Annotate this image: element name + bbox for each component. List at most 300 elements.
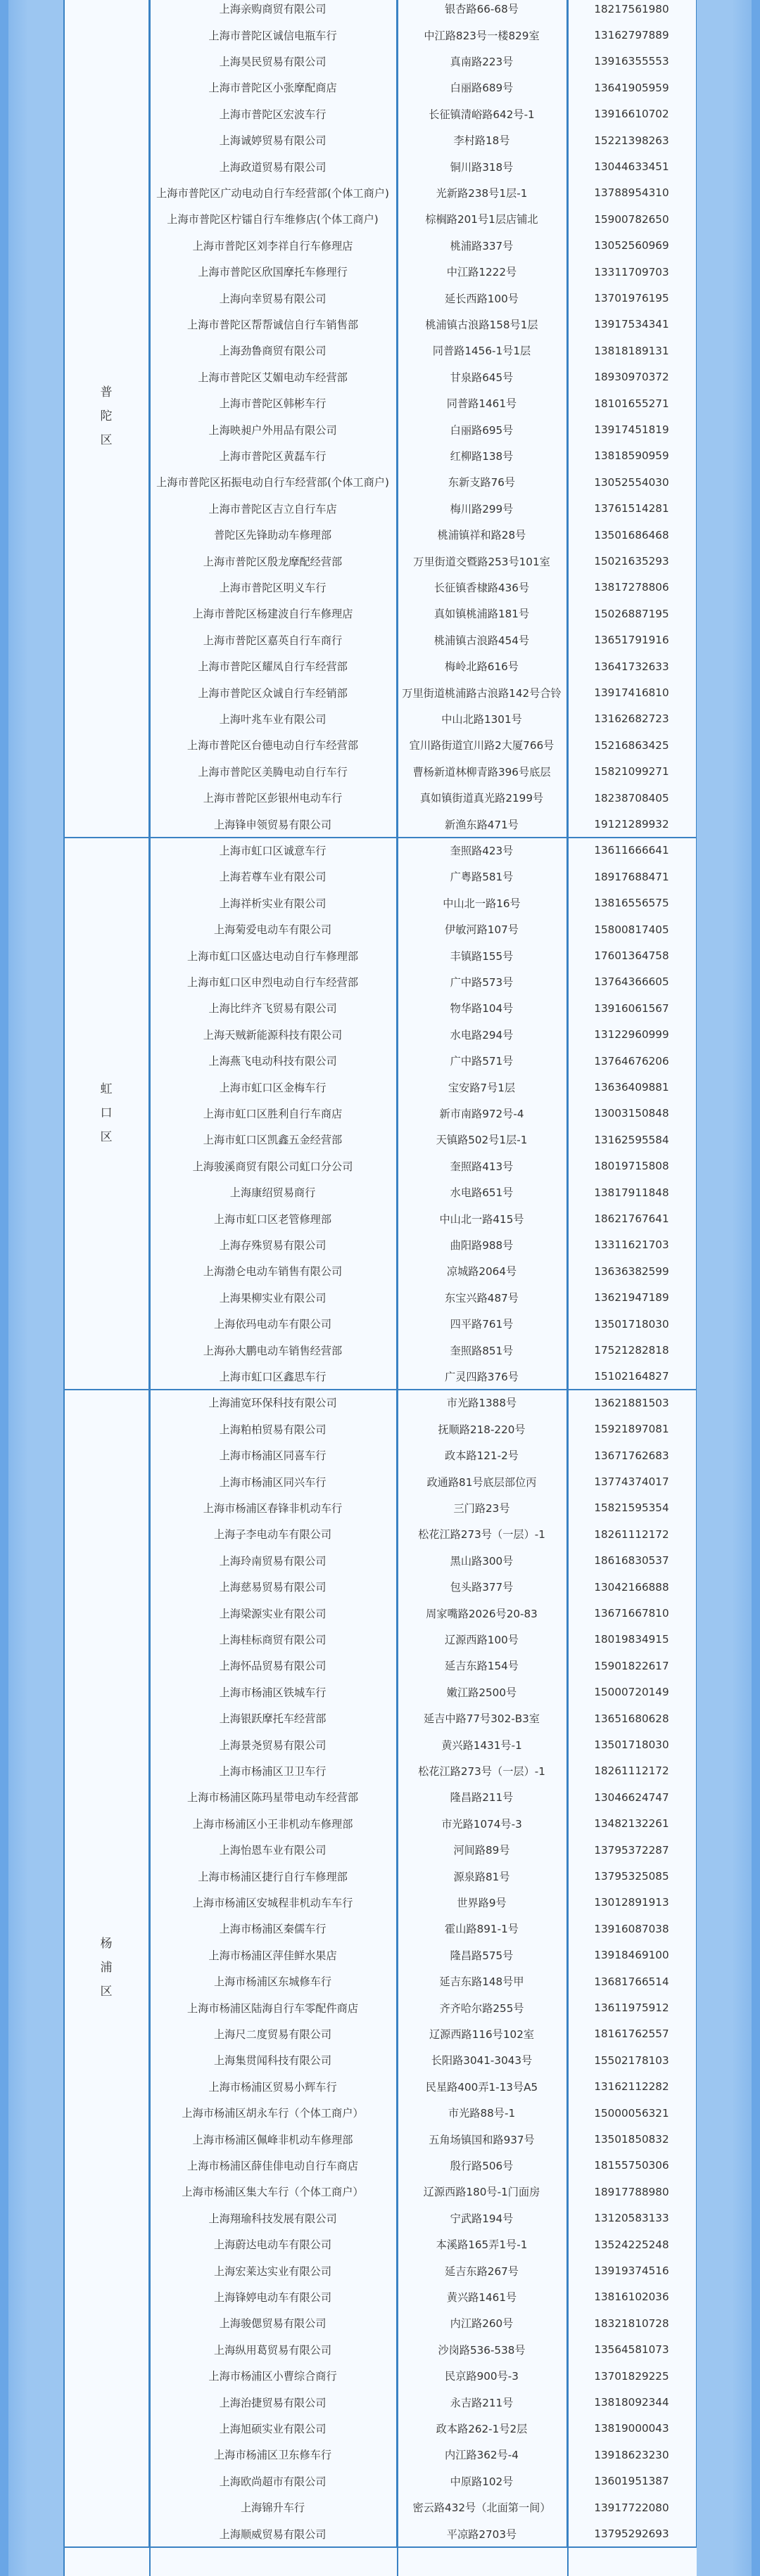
store-phone-cell: 13795372287 — [567, 1837, 697, 1863]
store-name-cell: 上海市杨浦区集大车行（个体工商户） — [149, 2179, 397, 2205]
store-phone-cell: 13651791916 — [567, 627, 697, 653]
store-phone-cell: 13162797889 — [567, 22, 697, 48]
table-row — [149, 1442, 697, 1468]
store-name-cell: 上海市普陀区殷龙摩配经营部 — [149, 548, 397, 574]
column-divider — [149, 0, 151, 2576]
store-name-cell: 上海市普陀区广动电动自行车经营部(个体工商户) — [149, 180, 397, 206]
store-phone-cell: 13601951387 — [567, 2468, 697, 2494]
store-name-cell: 上海若尊车业有限公司 — [149, 864, 397, 890]
store-phone-cell: 13818590959 — [567, 443, 697, 469]
store-name-cell: 上海市杨浦区小王非机动车修理部 — [149, 1811, 397, 1837]
table-row — [149, 601, 697, 627]
table-row — [149, 1074, 697, 1100]
store-phone-cell: 13917451819 — [567, 416, 697, 442]
store-name-cell: 上海市普陀区杨建波自行车修理店 — [149, 601, 397, 627]
store-phone-cell: 13701829225 — [567, 2363, 697, 2389]
store-name-cell: 上海市杨浦区同兴车行 — [149, 1468, 397, 1494]
store-name-cell: 上海市杨浦区安城程非机动车车行 — [149, 1890, 397, 1916]
store-phone-cell: 13701976195 — [567, 285, 697, 311]
store-phone-cell: 13681766514 — [567, 1968, 697, 1994]
store-phone-cell: 13052554030 — [567, 469, 697, 495]
store-phone-cell: 15216863425 — [567, 732, 697, 758]
store-address-cell: 真南路223号 — [397, 49, 567, 75]
store-address-cell: 隆昌路211号 — [397, 1784, 567, 1810]
store-name-cell: 上海亲购商贸有限公司 — [149, 0, 397, 22]
table-row — [149, 364, 697, 390]
store-name-cell: 上海顺威贸易有限公司 — [149, 2520, 397, 2546]
table-row — [149, 1364, 697, 1390]
store-name-cell: 上海旭硕实业有限公司 — [149, 2416, 397, 2442]
store-address-cell: 桃浦镇祥和路28号 — [397, 522, 567, 548]
table-row — [149, 416, 697, 442]
store-table-card — [63, 0, 697, 2576]
store-phone-cell: 13636409881 — [567, 1074, 697, 1100]
store-address-cell: 广中路573号 — [397, 969, 567, 995]
table-row — [149, 22, 697, 48]
store-address-cell: 延吉东路148号甲 — [397, 1968, 567, 1994]
table-row — [149, 1390, 697, 1416]
store-address-cell: 桃浦镇古浪路158号1层 — [397, 312, 567, 338]
store-name-cell: 上海市普陀区欣国摩托车修理行 — [149, 259, 397, 285]
store-address-cell: 松花江路273号（一层）-1 — [397, 1758, 567, 1784]
store-address-cell: 辽源西路116号102室 — [397, 2021, 567, 2047]
table-row — [149, 1679, 697, 1705]
store-name-cell: 上海政道贸易有限公司 — [149, 153, 397, 179]
table-row — [149, 2231, 697, 2257]
store-phone-cell: 13120583133 — [567, 2205, 697, 2231]
table-row — [149, 2520, 697, 2546]
store-address-cell: 辽源西路100号 — [397, 1627, 567, 1653]
store-address-cell: 黑山路300号 — [397, 1548, 567, 1574]
store-phone-cell: 13917534341 — [567, 312, 697, 338]
store-phone-cell: 13621881503 — [567, 1390, 697, 1416]
store-phone-cell: 13641732633 — [567, 653, 697, 679]
store-phone-cell: 18917688471 — [567, 864, 697, 890]
store-phone-cell: 15000720149 — [567, 1679, 697, 1705]
store-address-cell: 政通路81号底层部位丙 — [397, 1468, 567, 1494]
table-row — [149, 2100, 697, 2126]
store-address-cell: 延吉中路77号302-B3室 — [397, 1705, 567, 1731]
store-address-cell: 奎照路851号 — [397, 1337, 567, 1363]
table-row — [149, 1416, 697, 1442]
store-address-cell: 齐齐哈尔路255号 — [397, 1994, 567, 2020]
table-row — [149, 627, 697, 653]
table-row — [149, 1863, 697, 1889]
table-row — [149, 653, 697, 679]
table-row — [149, 785, 697, 811]
table-row — [149, 1495, 697, 1521]
store-name-cell: 上海市普陀区吉立自行车店 — [149, 496, 397, 522]
store-phone-cell: 18101655271 — [567, 390, 697, 416]
store-phone-cell: 13918623230 — [567, 2442, 697, 2468]
table-row — [149, 1627, 697, 1653]
store-phone-cell: 18217561980 — [567, 0, 697, 22]
store-phone-cell: 18321810728 — [567, 2310, 697, 2336]
store-phone-cell: 18155750306 — [567, 2153, 697, 2179]
store-address-cell: 中原路102号 — [397, 2468, 567, 2494]
store-address-cell: 延吉东路154号 — [397, 1653, 567, 1679]
store-phone-cell: 13122960999 — [567, 1022, 697, 1048]
table-row — [149, 1968, 697, 1994]
table-row — [149, 732, 697, 758]
table-row — [149, 1101, 697, 1127]
store-name-cell: 上海欧尚超市有限公司 — [149, 2468, 397, 2494]
store-name-cell: 上海市杨浦区卫东修车行 — [149, 2442, 397, 2468]
table-row — [149, 916, 697, 942]
store-address-cell: 凉城路2064号 — [397, 1258, 567, 1284]
store-name-cell: 上海市杨浦区春锋非机动车行 — [149, 1495, 397, 1521]
store-name-cell: 上海康绍贸易商行 — [149, 1179, 397, 1205]
store-address-cell: 黄兴路1461号 — [397, 2284, 567, 2310]
store-name-cell: 上海市杨浦区小曹综合商行 — [149, 2363, 397, 2389]
store-phone-cell: 13044633451 — [567, 153, 697, 179]
store-name-cell: 上海向幸贸易有限公司 — [149, 285, 397, 311]
store-address-cell: 辽源西路180号-1门面房 — [397, 2179, 567, 2205]
store-name-cell: 上海市普陀区诚信电瓶车行 — [149, 22, 397, 48]
store-address-cell: 松花江路273号（一层）-1 — [397, 1521, 567, 1547]
store-name-cell: 上海怡恩车业有限公司 — [149, 1837, 397, 1863]
store-address-cell: 延吉东路267号 — [397, 2257, 567, 2283]
table-row — [149, 2389, 697, 2415]
store-address-cell: 黄兴路1431号-1 — [397, 1731, 567, 1757]
table-row — [149, 759, 697, 785]
store-address-cell: 曲阳路988号 — [397, 1232, 567, 1258]
store-phone-cell: 18019834915 — [567, 1627, 697, 1653]
district-label: 杨浦区 — [100, 1937, 113, 1999]
store-name-cell: 上海子李电动车有限公司 — [149, 1521, 397, 1547]
store-address-cell: 水电路294号 — [397, 1022, 567, 1048]
store-phone-cell: 15000056321 — [567, 2100, 697, 2126]
table-row — [149, 2126, 697, 2152]
table-row — [149, 1285, 697, 1311]
store-address-cell: 平凉路2703号 — [397, 2520, 567, 2546]
store-phone-cell: 13611975912 — [567, 1994, 697, 2020]
store-phone-cell: 13764676206 — [567, 1048, 697, 1074]
store-name-cell: 上海渤仑电动车销售有限公司 — [149, 1258, 397, 1284]
store-address-cell: 真如镇街道真光路2199号 — [397, 785, 567, 811]
district-cell — [63, 1390, 149, 2547]
store-phone-cell: 15502178103 — [567, 2047, 697, 2073]
store-phone-cell: 13917416810 — [567, 679, 697, 705]
store-phone-cell: 18261112172 — [567, 1521, 697, 1547]
table-row — [149, 1337, 697, 1363]
store-name-cell: 上海市杨浦区薛佳俳电动自行车商店 — [149, 2153, 397, 2179]
store-address-cell: 民京路900号-3 — [397, 2363, 567, 2389]
store-address-cell: 永吉路211号 — [397, 2389, 567, 2415]
table-row — [149, 1837, 697, 1863]
store-address-cell: 三门路23号 — [397, 1495, 567, 1521]
store-address-cell: 民星路400弄1-13号A5 — [397, 2074, 567, 2100]
store-phone-cell: 13501850832 — [567, 2126, 697, 2152]
store-address-cell: 宜川路街道宜川路2大厦766号 — [397, 732, 567, 758]
store-phone-cell: 18621767641 — [567, 1205, 697, 1231]
store-phone-cell: 13817278806 — [567, 575, 697, 601]
table-row — [149, 1048, 697, 1074]
table-row — [149, 2363, 697, 2389]
store-phone-cell: 13816102036 — [567, 2284, 697, 2310]
table-row — [149, 2468, 697, 2494]
table-row — [149, 1232, 697, 1258]
store-name-cell: 上海映昶户外用品有限公司 — [149, 416, 397, 442]
store-phone-cell: 15800817405 — [567, 916, 697, 942]
store-name-cell: 上海市普陀区美腾电动自行车行 — [149, 759, 397, 785]
table-row — [149, 1548, 697, 1574]
store-phone-cell: 18261112172 — [567, 1758, 697, 1784]
store-name-cell: 上海存殊贸易有限公司 — [149, 1232, 397, 1258]
table-row — [149, 1758, 697, 1784]
table-row — [149, 838, 697, 864]
store-address-cell: 新渔东路471号 — [397, 811, 567, 837]
table-row — [149, 1205, 697, 1231]
store-name-cell: 上海市杨浦区贸易小辉车行 — [149, 2074, 397, 2100]
store-address-cell: 丰镇路155号 — [397, 942, 567, 968]
store-phone-cell: 13916610702 — [567, 101, 697, 127]
table-row — [149, 1258, 697, 1284]
store-name-cell: 上海孙大鹏电动车销售经营部 — [149, 1337, 397, 1363]
table-row — [149, 1179, 697, 1205]
table-row — [149, 1521, 697, 1547]
store-name-cell: 上海纵用葛贸易有限公司 — [149, 2337, 397, 2363]
store-name-cell: 上海慈易贸易有限公司 — [149, 1574, 397, 1600]
store-address-cell: 周家嘴路2026号20-83 — [397, 1600, 567, 1626]
store-address-cell: 东新支路76号 — [397, 469, 567, 495]
column-divider — [397, 0, 398, 2576]
store-address-cell: 物华路104号 — [397, 995, 567, 1021]
store-address-cell: 新市南路972号-4 — [397, 1101, 567, 1127]
store-name-cell: 上海比绊齐飞贸易有限公司 — [149, 995, 397, 1021]
store-name-cell: 上海蔚达电动车有限公司 — [149, 2231, 397, 2257]
table-row — [149, 1994, 697, 2020]
store-name-cell: 上海翔瑜科技发展有限公司 — [149, 2205, 397, 2231]
table-row — [149, 1784, 697, 1810]
store-phone-cell: 18238708405 — [567, 785, 697, 811]
store-address-cell: 奎照路413号 — [397, 1153, 567, 1179]
store-phone-cell: 13818189131 — [567, 338, 697, 364]
table-row — [149, 496, 697, 522]
table-row — [149, 259, 697, 285]
store-address-cell: 市光路1388号 — [397, 1390, 567, 1416]
store-phone-cell: 13611666641 — [567, 838, 697, 864]
table-row — [149, 206, 697, 232]
store-phone-cell: 13564581073 — [567, 2337, 697, 2363]
store-phone-cell: 15821595354 — [567, 1495, 697, 1521]
store-name-cell: 上海怀品贸易有限公司 — [149, 1653, 397, 1679]
table-row — [149, 942, 697, 968]
store-phone-cell: 13671762683 — [567, 1442, 697, 1468]
store-phone-cell: 13162682723 — [567, 706, 697, 732]
store-name-cell: 上海市杨浦区捷行自行车修理部 — [149, 1863, 397, 1889]
table-row — [149, 2257, 697, 2283]
table-row — [149, 469, 697, 495]
district-cell — [63, 0, 149, 838]
store-address-cell: 棕榈路201号1层店铺北 — [397, 206, 567, 232]
store-phone-cell: 15021635293 — [567, 548, 697, 574]
store-phone-cell: 13501686468 — [567, 522, 697, 548]
store-address-cell: 本溪路165弄1号-1 — [397, 2231, 567, 2257]
store-phone-cell: 13501718030 — [567, 1311, 697, 1337]
store-phone-cell: 18616830537 — [567, 1548, 697, 1574]
store-name-cell: 上海市普陀区嘉英自行车商行 — [149, 627, 397, 653]
table-row — [149, 1022, 697, 1048]
store-name-cell: 上海粕柏贸易有限公司 — [149, 1416, 397, 1442]
store-phone-cell: 15821099271 — [567, 759, 697, 785]
district-divider — [63, 2546, 697, 2548]
store-name-cell: 上海诚婷贸易有限公司 — [149, 127, 397, 153]
store-phone-cell: 13761514281 — [567, 496, 697, 522]
store-name-cell: 上海市普陀区众诚自行车经销部 — [149, 679, 397, 705]
store-name-cell: 上海市普陀区帮帮诚信自行车销售部 — [149, 312, 397, 338]
store-address-cell: 奎照路423号 — [397, 838, 567, 864]
table-row — [149, 2337, 697, 2363]
table-row — [149, 443, 697, 469]
table-row — [149, 679, 697, 705]
store-name-cell: 上海昊民贸易有限公司 — [149, 49, 397, 75]
store-address-cell: 延长西路100号 — [397, 285, 567, 311]
store-address-cell: 同普路1456-1号1层 — [397, 338, 567, 364]
store-address-cell: 广中路571号 — [397, 1048, 567, 1074]
store-name-cell: 上海治捷贸易有限公司 — [149, 2389, 397, 2415]
table-row — [149, 1705, 697, 1731]
store-name-cell: 上海玲南贸易有限公司 — [149, 1548, 397, 1574]
store-phone-cell: 13795325085 — [567, 1863, 697, 1889]
store-address-cell: 中山北一路16号 — [397, 890, 567, 916]
store-address-cell: 抚顺路218-220号 — [397, 1416, 567, 1442]
store-phone-cell: 13916355553 — [567, 49, 697, 75]
table-row — [149, 49, 697, 75]
right-border-band — [752, 0, 760, 2576]
table-row — [149, 995, 697, 1021]
store-address-cell: 市光路1074号-3 — [397, 1811, 567, 1837]
store-phone-cell: 15901822617 — [567, 1653, 697, 1679]
table-row — [149, 2442, 697, 2468]
store-name-cell: 上海市普陀区拓振电动自行车经营部(个体工商户) — [149, 469, 397, 495]
table-row — [149, 390, 697, 416]
table-row — [149, 2284, 697, 2310]
store-phone-cell: 17601364758 — [567, 942, 697, 968]
store-address-cell: 天镇路502号1层-1 — [397, 1127, 567, 1153]
district-label: 虹口区 — [100, 1082, 113, 1144]
store-address-cell: 密云路432号（北面第一间） — [397, 2494, 567, 2520]
store-address-cell: 东宝兴路487号 — [397, 1285, 567, 1311]
store-phone-cell: 13162595584 — [567, 1127, 697, 1153]
store-name-cell: 上海骏溪商贸有限公司虹口分公司 — [149, 1153, 397, 1179]
store-phone-cell: 13819000043 — [567, 2416, 697, 2442]
table-row — [149, 2416, 697, 2442]
store-address-cell: 甘泉路645号 — [397, 364, 567, 390]
table-row — [149, 1942, 697, 1968]
store-phone-cell: 17521282818 — [567, 1337, 697, 1363]
store-name-cell: 上海市杨浦区萍佳鲜水果店 — [149, 1942, 397, 1968]
store-phone-cell: 13671667810 — [567, 1600, 697, 1626]
store-phone-cell: 15921897081 — [567, 1416, 697, 1442]
store-address-cell: 隆昌路575号 — [397, 1942, 567, 1968]
table-row — [149, 1653, 697, 1679]
store-name-cell: 上海市普陀区宏波车行 — [149, 101, 397, 127]
store-phone-cell: 13917722080 — [567, 2494, 697, 2520]
store-address-cell: 宁武路194号 — [397, 2205, 567, 2231]
store-phone-cell: 13046624747 — [567, 1784, 697, 1810]
store-phone-cell: 13918469100 — [567, 1942, 697, 1968]
store-address-cell: 桃浦镇古浪路454号 — [397, 627, 567, 653]
store-phone-cell: 13311621703 — [567, 1232, 697, 1258]
store-name-cell: 上海市虹口区申烈电动自行车经营部 — [149, 969, 397, 995]
table-row — [149, 233, 697, 259]
store-address-cell: 广灵四路376号 — [397, 1364, 567, 1390]
store-name-cell: 上海市虹口区鑫思车行 — [149, 1364, 397, 1390]
store-address-cell: 河间路89号 — [397, 1837, 567, 1863]
table-row — [149, 338, 697, 364]
store-address-cell: 真如镇桃浦路181号 — [397, 601, 567, 627]
store-address-cell: 政本路262-1号2层 — [397, 2416, 567, 2442]
store-name-cell: 上海劲鲁商贸有限公司 — [149, 338, 397, 364]
store-address-cell: 铜川路318号 — [397, 153, 567, 179]
store-address-cell: 五角场镇国和路937号 — [397, 2126, 567, 2152]
store-phone-cell: 13482132261 — [567, 1811, 697, 1837]
store-phone-cell: 13816556575 — [567, 890, 697, 916]
store-phone-cell: 15026887195 — [567, 601, 697, 627]
store-name-cell: 上海宏莱达实业有限公司 — [149, 2257, 397, 2283]
store-name-cell: 上海骏偲贸易有限公司 — [149, 2310, 397, 2336]
store-name-cell: 上海市虹口区凯鑫五金经营部 — [149, 1127, 397, 1153]
store-phone-cell: 13162112282 — [567, 2074, 697, 2100]
store-name-cell: 上海市普陀区柠镭自行车维修店(个体工商户) — [149, 206, 397, 232]
table-row — [149, 1731, 697, 1757]
store-phone-cell: 19121289932 — [567, 811, 697, 837]
table-row — [149, 1127, 697, 1153]
store-phone-cell: 13916087038 — [567, 1916, 697, 1942]
table-row — [149, 180, 697, 206]
table-row — [149, 1574, 697, 1600]
store-address-cell: 政本路121-2号 — [397, 1442, 567, 1468]
store-name-cell: 上海市普陀区台德电动自行车经营部 — [149, 732, 397, 758]
store-address-cell: 李村路18号 — [397, 127, 567, 153]
left-border-band — [0, 0, 8, 2576]
store-name-cell: 上海市普陀区彭银州电动车行 — [149, 785, 397, 811]
store-name-cell: 上海集贯闻科技有限公司 — [149, 2047, 397, 2073]
table-row — [149, 811, 697, 837]
store-phone-cell: 13916061567 — [567, 995, 697, 1021]
store-address-cell: 广粤路581号 — [397, 864, 567, 890]
table-row — [149, 969, 697, 995]
store-address-cell: 桃浦路337号 — [397, 233, 567, 259]
store-address-cell: 市光路88号-1 — [397, 2100, 567, 2126]
store-address-cell: 中江路823号一楼829室 — [397, 22, 567, 48]
table-row — [149, 864, 697, 890]
store-phone-cell: 18161762557 — [567, 2021, 697, 2047]
store-address-cell: 伊敏河路107号 — [397, 916, 567, 942]
store-name-cell: 上海锋婷电动车有限公司 — [149, 2284, 397, 2310]
store-name-cell: 上海市普陀区小张摩配商店 — [149, 75, 397, 101]
store-address-cell: 银杏路66-68号 — [397, 0, 567, 22]
store-name-cell: 上海市虹口区老管修理部 — [149, 1205, 397, 1231]
store-name-cell: 上海市杨浦区佩峰非机动车修理部 — [149, 2126, 397, 2152]
store-address-cell: 同普路1461号 — [397, 390, 567, 416]
store-address-cell: 红柳路138号 — [397, 443, 567, 469]
store-phone-cell: 13621947189 — [567, 1285, 697, 1311]
store-address-cell: 宝安路7号1层 — [397, 1074, 567, 1100]
column-divider — [567, 0, 569, 2576]
store-name-cell: 上海市普陀区耀凤自行车经营部 — [149, 653, 397, 679]
store-address-cell: 嫩江路2500号 — [397, 1679, 567, 1705]
district-label: 普陀区 — [100, 385, 113, 447]
store-address-cell: 万里街道桃浦路古浪路142号合铃 — [397, 679, 567, 705]
table-row — [149, 1311, 697, 1337]
store-name-cell: 上海市杨浦区胡永车行（个体工商户） — [149, 2100, 397, 2126]
store-address-cell: 源泉路81号 — [397, 1863, 567, 1889]
store-name-cell: 上海天贼新能源科技有限公司 — [149, 1022, 397, 1048]
store-name-cell: 上海市虹口区盛达电动自行车修理部 — [149, 942, 397, 968]
store-phone-cell: 13919374516 — [567, 2257, 697, 2283]
